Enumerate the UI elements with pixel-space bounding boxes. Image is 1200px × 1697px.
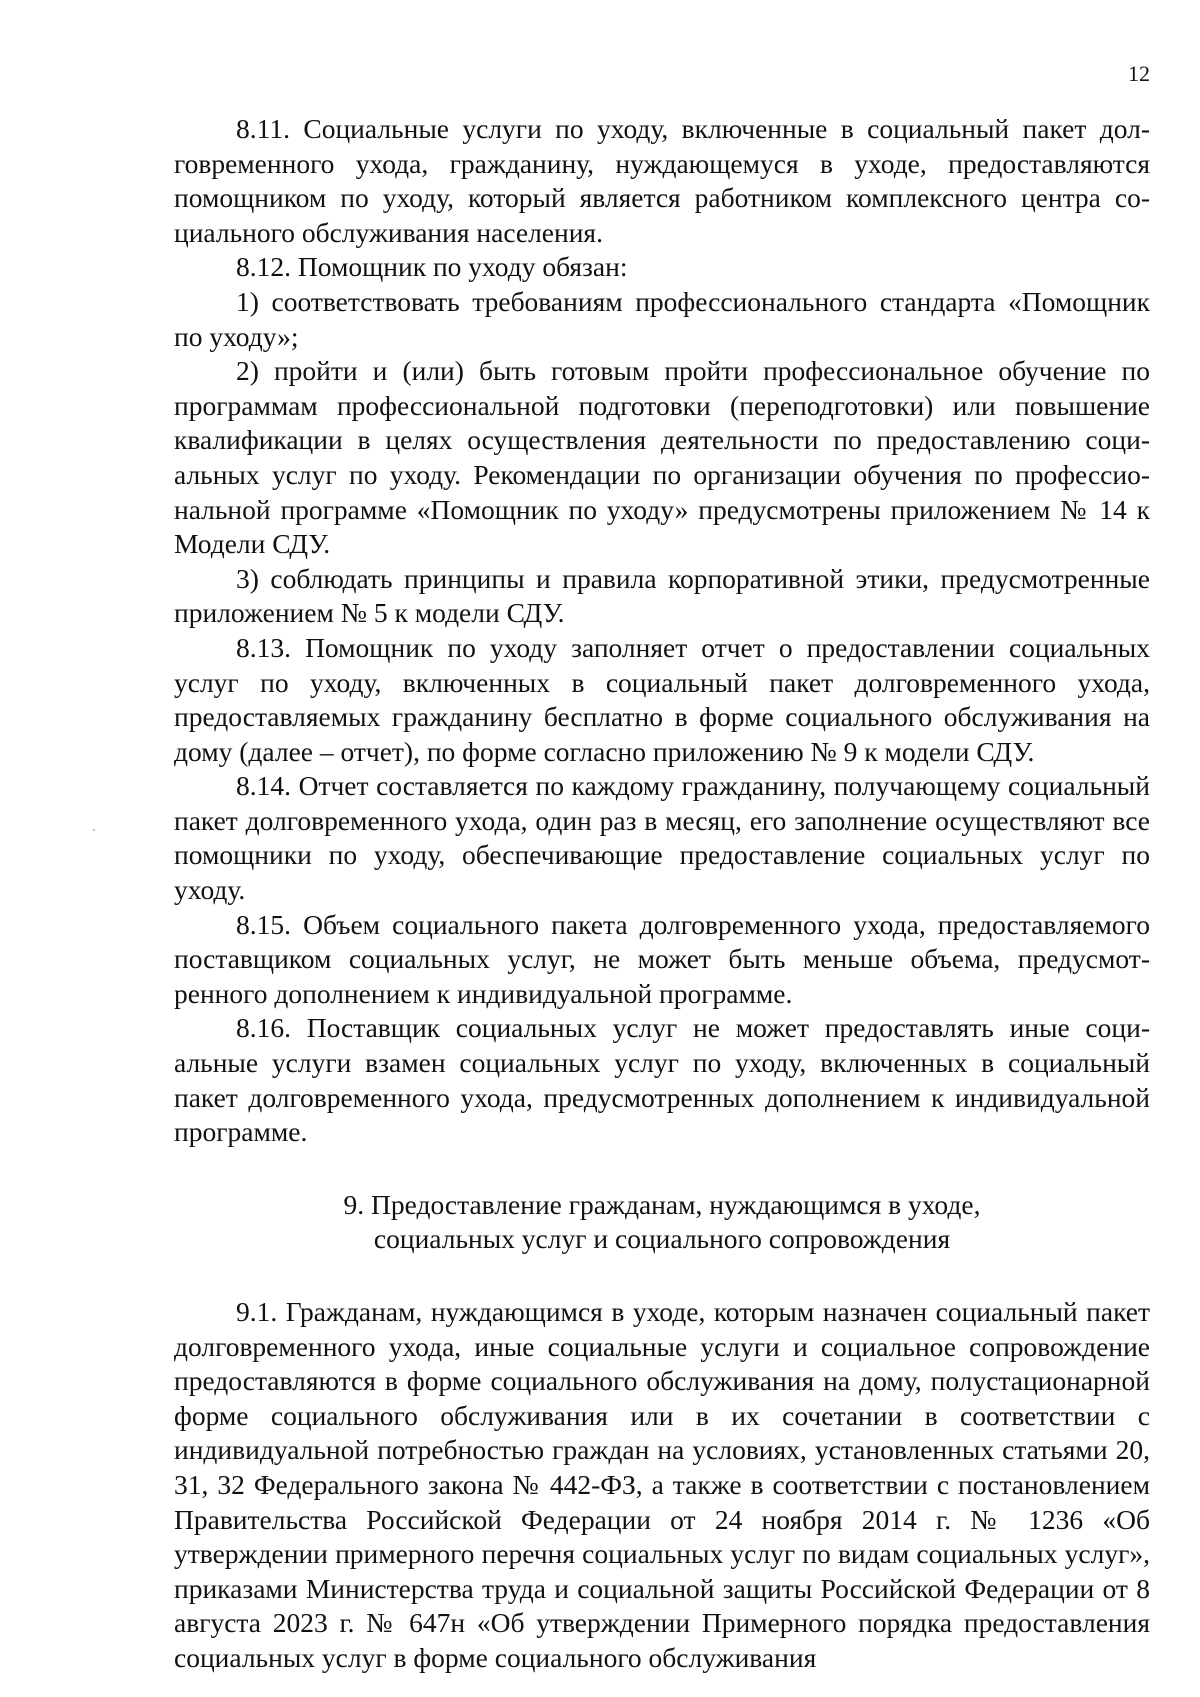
paragraph-8-11: 8.11. Социальные услуги по уходу, включенные в социальный пакет долговременного ухода, гражданину, нуждающемуся в уходе, предоставляются помощником по уходу, который является работником комплексного центра социального обслуживания населения. — [174, 113, 1150, 248]
paragraph-8-12-item-1: 1) соответствовать требованиям профессионального стандарта «Помощник по уходу»; — [174, 285, 1150, 352]
scan-artifact-dot — [93, 829, 95, 831]
paragraph-8-14: 8.14. Отчет составляется по каждому гражданину, получающему социальный пакет долговременного ухода, один раз в месяц, его заполнение осуществляют все помощники по уходу, обеспечивающие предоставление социальных услуг по уходу. — [174, 770, 1150, 906]
section-9-heading — [174, 1188, 1150, 1257]
paragraph-8-12-item-2: 2) пройти и (или) быть готовым пройти профессиональное обучение по программам профессиональной подготовки (переподготовки) или повышение квалификации в целях осуществления деятельности по предоставлению социальных услуг по уходу. Рекомендации по организации обучения по профессиональной программе «Помощник по уходу» предусмотрены приложением № 14 к Модели СДУ. — [174, 355, 1150, 560]
paragraph-9-1: 9.1. Гражданам, нуждающимся в уходе, которым назначен социальный пакет долговременного ухода, иные социальные услуги и социальное сопровождение предоставляются в форме социального обслуживания на дому, полустационарной форме социального обслуживания или в их сочетании в соответствии с индивидуальной потребностью граждан на условиях, установленных статьями 20, 31, 32 Федерального закона № 442-ФЗ, а также в соответствии с постановлением Правительства Российской Федерации от 24 ноября 2014 г. № 1236 «Об утверждении примерного перечня социальных услуг по видам социальных услуг», приказами Министерства труда и социальной защиты Российской Федерации от 8 августа 2023 г. № 647н «Об утверждении Примерного порядка предоставления социальных услуг в форме социального обслуживания — [174, 1296, 1150, 1673]
paragraph-8-16: 8.16. Поставщик социальных услуг не может предоставлять иные социальные услуги взамен социальных услуг по уходу, включенных в социальный пакет долговременного ухода, предусмотренных дополнением к индивидуальной программе. — [174, 1012, 1150, 1148]
paragraph-8-12-item-3: 3) соблюдать принципы и правила корпоративной этики, предусмотренные приложением № 5 к модели СДУ. — [174, 562, 1150, 629]
paragraph-8-13: 8.13. Помощник по уходу заполняет отчет о предоставлении социальных услуг по уходу, включенных в социальный пакет долговременного ухода, предоставляемых гражданину бесплатно в форме социального обслуживания на дому (далее – отчет), по форме согласно приложению № 9 к модели СДУ. — [174, 631, 1150, 767]
section-heading-line-2: социальных услуг и социального сопровождения — [373, 1223, 951, 1255]
paragraph-8-15: 8.15. Объем социального пакета долговременного ухода, предоставляемого поставщиком социальных услуг, не может быть меньше объема, предусмотренного дополнением к индивидуальной программе. — [174, 908, 1150, 1009]
section-heading-line-1: 9. Предоставление гражданам, нуждающимся в уходе, — [343, 1188, 981, 1220]
page-number: 12 — [1128, 61, 1150, 86]
document-body — [174, 112, 1150, 1676]
paragraph-8-12: 8.12. Помощник по уходу обязан: — [236, 251, 628, 283]
